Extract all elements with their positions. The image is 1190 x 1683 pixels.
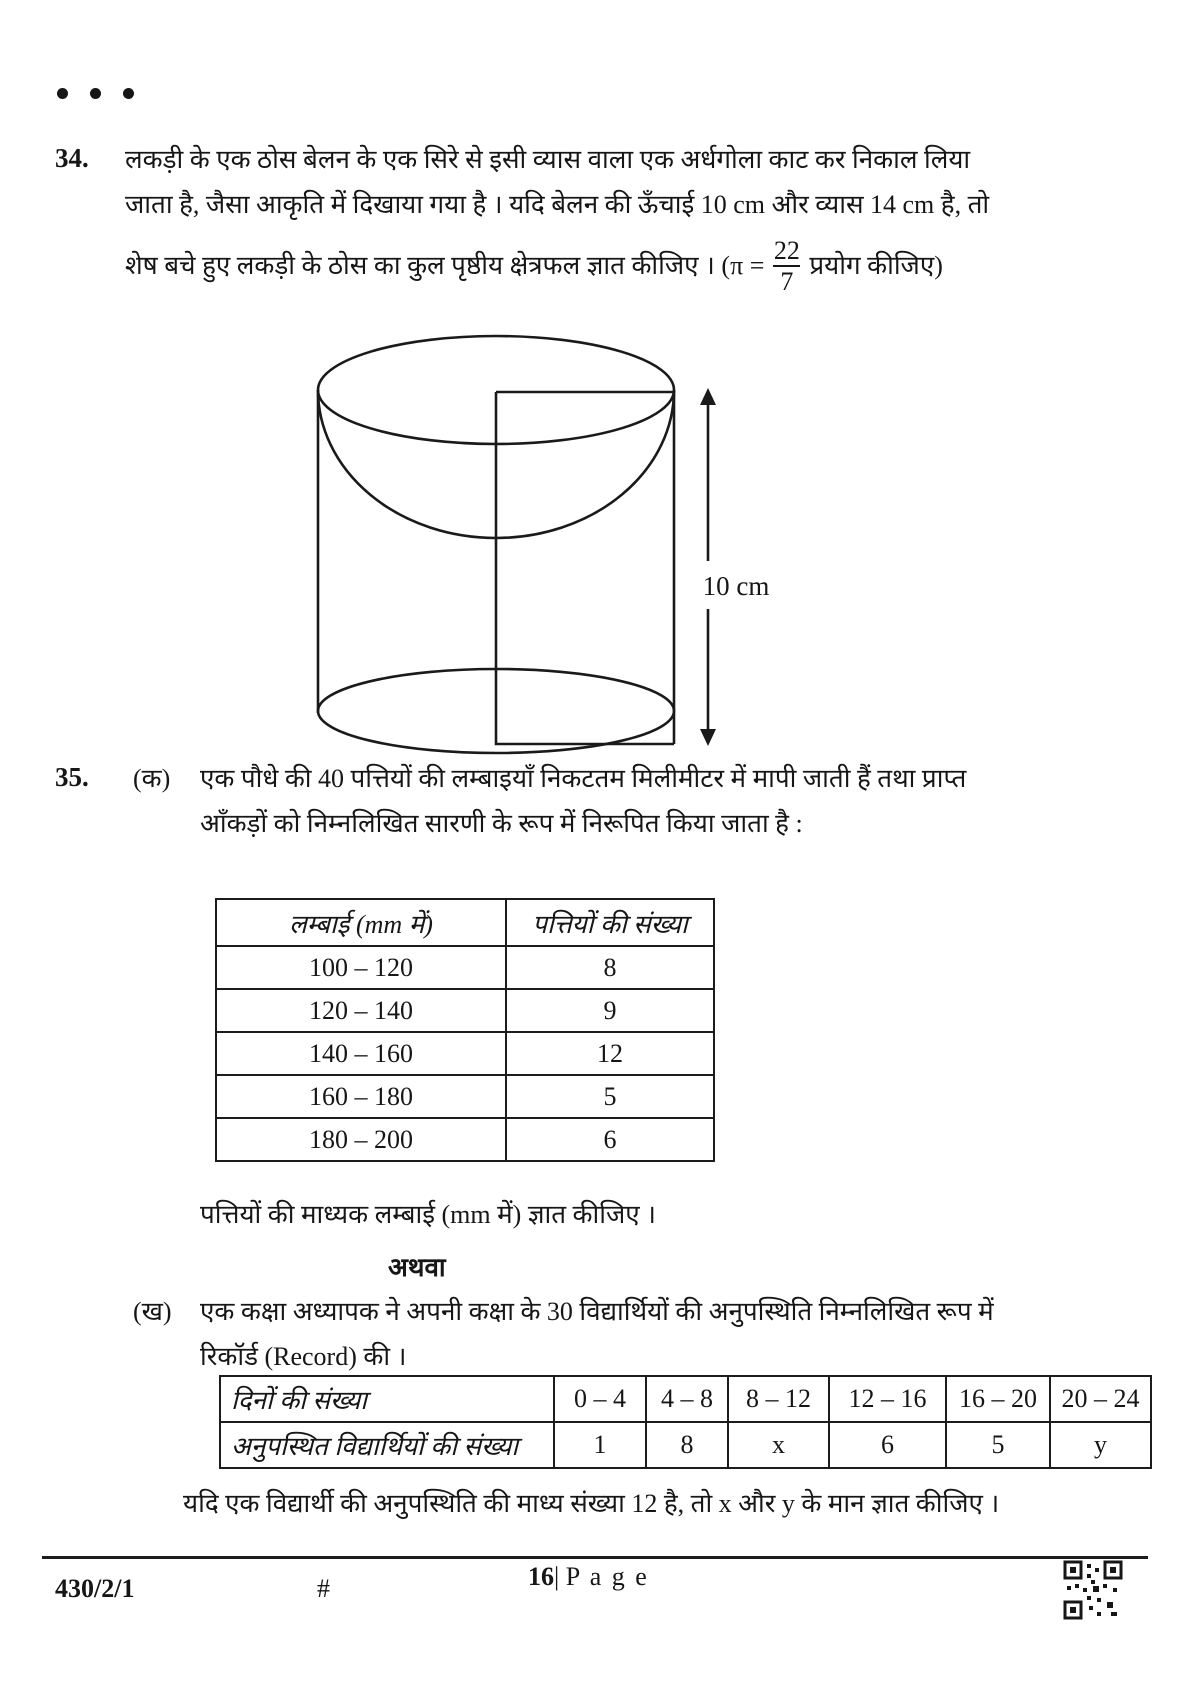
dot-icon: [123, 88, 134, 99]
table2-days-label: दिनों की संख्या: [220, 1376, 554, 1422]
table1-interval: 160 – 180: [216, 1075, 506, 1118]
footer-hash: #: [317, 1574, 330, 1603]
fraction-numerator: 22: [773, 235, 800, 265]
cross-section-rectangle: [496, 392, 674, 744]
question-35b-line2: रिकॉर्ड (Record) की ।: [200, 1342, 407, 1371]
cylinder-hemisphere-figure: [288, 326, 788, 768]
table-row: [216, 1075, 714, 1118]
page-number: 16: [528, 1562, 554, 1591]
table2-students-label: अनुपस्थित विद्यार्थियों की संख्या: [220, 1422, 554, 1468]
table1-frequency: 12: [506, 1032, 714, 1075]
table-row: [216, 899, 714, 946]
table-row: [216, 1032, 714, 1075]
question-34-line3-post: प्रयोग कीजिए): [809, 251, 943, 281]
arrowhead-down-icon: [700, 729, 716, 746]
table1-header-length: लम्बाई (mm में): [216, 899, 506, 946]
question-35b-line1: एक कक्षा अध्यापक ने अपनी कक्षा के 30 विद्यार्थियों की अनुपस्थिति निम्नलिखित रूप में: [200, 1297, 994, 1326]
table2-frequency: 5: [946, 1422, 1050, 1468]
table2-frequency: x: [728, 1422, 829, 1468]
page-number-label: [528, 1560, 649, 1594]
or-separator: अथवा: [388, 1253, 446, 1282]
arrowhead-up-icon: [700, 388, 716, 405]
table1-header-count: पत्तियों की संख्या: [506, 899, 714, 946]
table2-interval: 12 – 16: [829, 1376, 946, 1422]
part-b-label: (ख): [133, 1297, 172, 1326]
table1-interval: 100 – 120: [216, 946, 506, 989]
fraction-denominator: 7: [773, 265, 800, 296]
table2-frequency: 1: [554, 1422, 646, 1468]
question-35b-line3: यदि एक विद्यार्थी की अनुपस्थिति की माध्य संख्या 12 है, तो x और y के मान ज्ञात कीजिए ।: [183, 1489, 1000, 1518]
table1-interval: 140 – 160: [216, 1032, 506, 1075]
question-35a-line3: पत्तियों की माध्यक लम्बाई (mm में) ज्ञात कीजिए ।: [200, 1200, 657, 1229]
table2-interval: 8 – 12: [728, 1376, 829, 1422]
student-absence-table: [219, 1375, 1152, 1469]
table1-frequency: 6: [506, 1118, 714, 1161]
page-word: P a g e: [565, 1562, 649, 1591]
table2-frequency: y: [1050, 1422, 1151, 1468]
height-dimension-label: 10 cm: [702, 571, 770, 601]
dot-icon: [90, 88, 101, 99]
table2-frequency: 6: [829, 1422, 946, 1468]
question-34-line3: [125, 228, 943, 304]
leaf-length-frequency-table: [215, 898, 715, 1162]
question-34-line2: जाता है, जैसा आकृति में दिखाया गया है । यदि बेलन की ऊँचाई 10 cm और व्यास 14 cm है, तो: [125, 190, 990, 219]
table1-interval: 120 – 140: [216, 989, 506, 1032]
question-34-number: 34.: [55, 143, 89, 173]
table2-interval: 4 – 8: [646, 1376, 728, 1422]
page-divider: |: [554, 1562, 560, 1591]
corner-dots: [57, 88, 134, 99]
table1-frequency: 9: [506, 989, 714, 1032]
table-row: [216, 946, 714, 989]
table1-frequency: 8: [506, 946, 714, 989]
footer-rule: [42, 1556, 1148, 1559]
table1-frequency: 5: [506, 1075, 714, 1118]
part-a-label: (क): [133, 764, 171, 793]
table2-interval: 0 – 4: [554, 1376, 646, 1422]
table-row: [216, 989, 714, 1032]
question-34-line3-pre: शेष बचे हुए लकड़ी के ठोस का कुल पृष्ठीय क्षेत्रफल ज्ञात कीजिए । (π =: [125, 251, 765, 281]
qr-code: [1063, 1560, 1123, 1620]
table2-frequency: 8: [646, 1422, 728, 1468]
pi-fraction: [773, 236, 800, 296]
question-35a-line2: आँकड़ों को निम्नलिखित सारणी के रूप में निरूपित किया जाता है :: [200, 809, 803, 838]
dot-icon: [57, 88, 68, 99]
table-row: [220, 1422, 1151, 1468]
question-35a-line1: एक पौधे की 40 पत्तियों की लम्बाइयाँ निकटतम मिलीमीटर में मापी जाती हैं तथा प्राप्त: [200, 764, 967, 793]
table-row: [216, 1118, 714, 1161]
question-35-number: 35.: [55, 762, 89, 792]
question-34-line1: लकड़ी के एक ठोस बेलन के एक सिरे से इसी व्यास वाला एक अर्धगोला काट कर निकाल लिया: [125, 145, 971, 174]
paper-code: 430/2/1: [55, 1574, 135, 1603]
table1-interval: 180 – 200: [216, 1118, 506, 1161]
table2-interval: 20 – 24: [1050, 1376, 1151, 1422]
table-row: [220, 1376, 1151, 1422]
table2-interval: 16 – 20: [946, 1376, 1050, 1422]
